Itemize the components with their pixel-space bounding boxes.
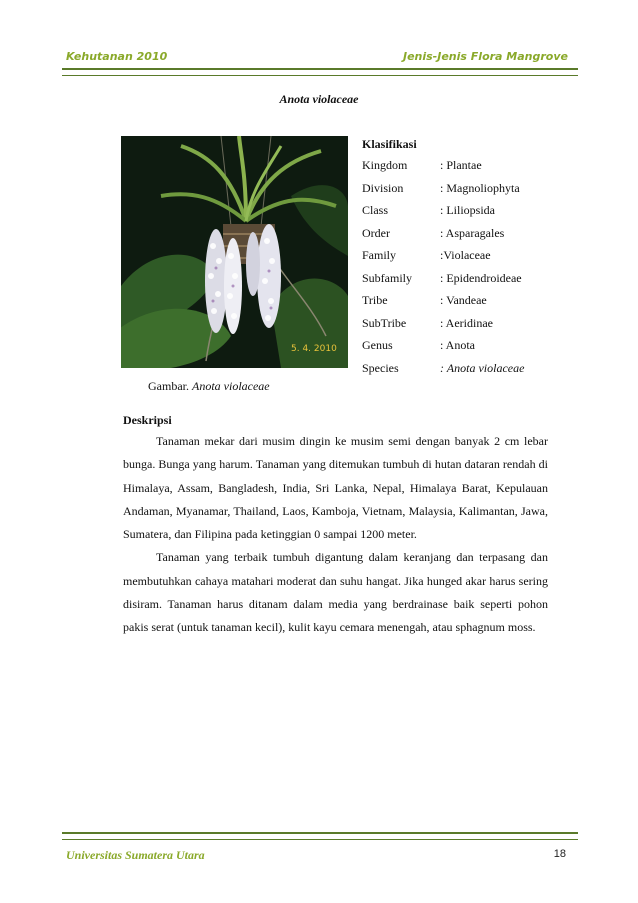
row-label: Family [362,248,397,262]
row-label: Class [362,203,389,217]
row-value: : Epidendroideae [440,270,522,285]
classification-row [362,316,524,339]
row-value: : Plantae [440,158,482,172]
figure-caption [148,379,270,394]
header-left-text: Kehutanan 2010 [66,50,168,63]
row-value: : Aeridinae [440,315,493,330]
row-value: : Vandeae [440,293,487,307]
row-label: Kingdom [362,158,408,172]
caption-species-name: Anota violaceae [192,379,270,393]
page-number: 18 [553,848,566,860]
row-label: Genus [362,338,393,352]
classification-row [362,271,524,294]
page-title: Anota violaceae [279,92,359,106]
description-body [123,430,548,640]
classification-heading: Klasifikasi [362,137,417,151]
row-label: Division [362,180,404,195]
row-label: Subfamily [362,270,412,285]
row-label: SubTribe [362,315,407,330]
row-value: : Asparagales [440,225,505,240]
classification-table [362,158,524,383]
caption-prefix: Gambar. [148,379,192,393]
classification-row [362,158,524,181]
classification-row [362,361,524,384]
row-value: : Magnoliophyta [440,180,520,195]
footer-institution: Universitas Sumatera Utara [66,848,205,862]
classification-row [362,248,524,271]
classification-row [362,203,524,226]
row-value: : Liliopsida [440,203,495,217]
row-value: : Anota [440,338,475,352]
classification-row [362,293,524,316]
row-label: Order [362,225,390,240]
classification-row [362,226,524,249]
description-paragraph: Tanaman mekar dari musim dingin ke musim semi dengan banyak 2 cm lebar bunga. Bunga yang harum. Tanaman yang ditemukan tumbuh di hutan dataran rendah di Himalaya, Assam, Bangladesh, India, Sri Lanka, Nepal, Himalaya Barat, Kepulauan Andaman, Myanamar, Thailand, Laos, Kamboja, Vietnam, Malaysia, Kalimantan, Jawa, Sumatera, dan Filipina pada ketinggian 0 sampai 1200 meter. [123,434,548,542]
row-label: Species [362,360,399,375]
photo-date-stamp: 5. 4. 2010 [291,344,337,354]
header-divider [62,68,578,76]
footer-divider [62,832,578,840]
description-heading: Deskripsi [123,413,172,427]
description-paragraph: Tanaman yang terbaik tumbuh digantung dalam keranjang dan terpasang dan membutuhkan cahaya matahari moderat dan suhu hangat. Jika hunged akar harus sering disiram. Tanaman harus ditanam dalam media yang berdrainase baik seperti pohon pakis serat (untuk tanaman kecil), kulit kayu cemara menengah, atau sphagnum moss. [123,550,548,635]
row-value: : Anota violaceae [440,360,525,375]
orchid-photo [121,136,348,368]
header-right-text: Jenis-Jenis Flora Mangrove [402,50,568,63]
classification-row [362,181,524,204]
row-value: :Violaceae [440,248,491,262]
row-label: Tribe [362,293,388,307]
classification-row [362,338,524,361]
